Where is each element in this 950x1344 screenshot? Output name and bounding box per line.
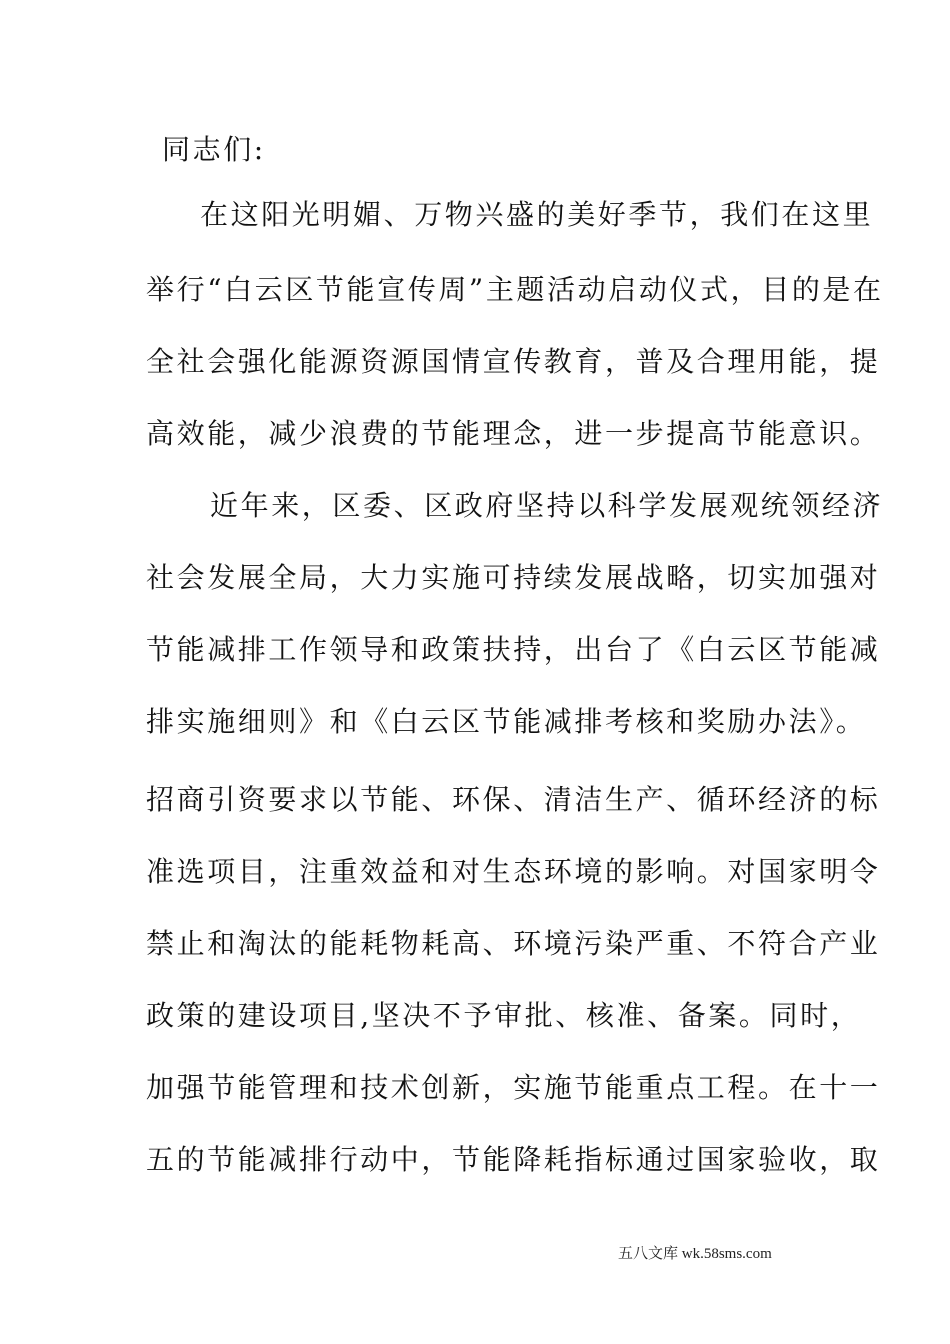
salutation: 同志们:	[162, 133, 266, 166]
paragraph-line: 举行“白云区节能宣传周”主题活动启动仪式，目的是在	[146, 273, 884, 306]
paragraph-line: 高效能，减少浪费的节能理念，进一步提高节能意识。	[146, 417, 881, 450]
paragraph-line: 近年来，区委、区政府坚持以科学发展观统领经济	[210, 489, 884, 522]
paragraph-line: 准选项目，注重效益和对生态环境的影响。对国家明令	[146, 855, 881, 888]
paragraph-line: 社会发展全局，大力实施可持续发展战略，切实加强对	[146, 561, 881, 594]
paragraph-line: 五的节能减排行动中，节能降耗指标通过国家验收，取	[146, 1143, 881, 1176]
paragraph-line: 招商引资要求以节能、环保、清洁生产、循环经济的标	[146, 783, 881, 816]
paragraph-line: 全社会强化能源资源国情宣传教育，普及合理用能，提	[146, 345, 881, 378]
paragraph-line: 节能减排工作领导和政策扶持，出台了《白云区节能减	[146, 633, 881, 666]
paragraph-line: 禁止和淘汰的能耗物耗高、环境污染严重、不符合产业	[146, 927, 881, 960]
paragraph-line: 加强节能管理和技术创新，实施节能重点工程。在十一	[146, 1071, 881, 1104]
footer-watermark: 五八文库 wk.58sms.com	[618, 1246, 772, 1262]
paragraph-line: 在这阳光明媚、万物兴盛的美好季节，我们在这里	[200, 198, 874, 231]
paragraph-line: 排实施细则》和《白云区节能减排考核和奖励办法》。	[146, 705, 867, 738]
paragraph-line: 政策的建设项目,坚决不予审批、核准、备案。同时，	[146, 999, 862, 1032]
